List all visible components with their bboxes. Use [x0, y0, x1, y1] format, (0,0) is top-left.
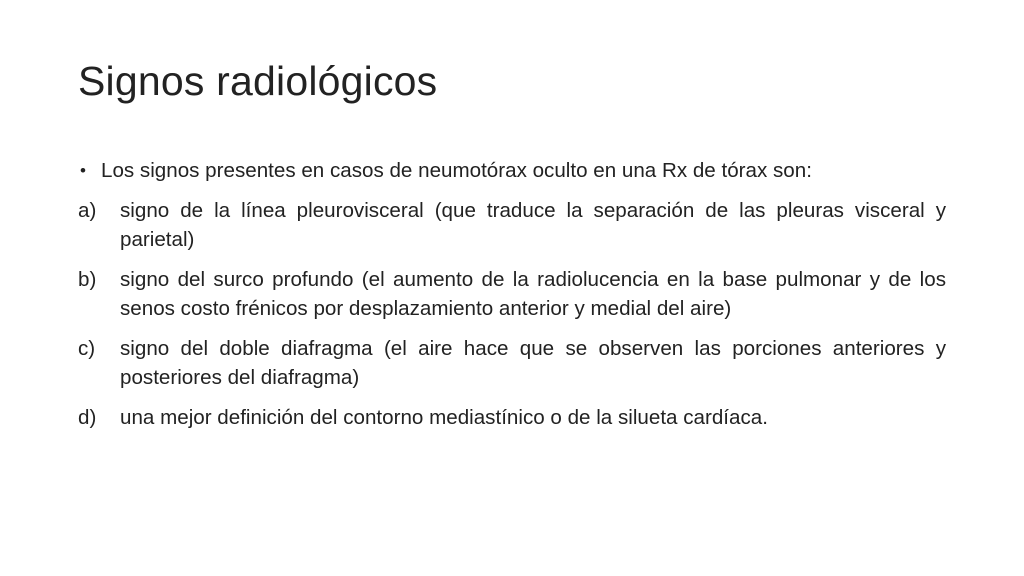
list-marker-c: c) [78, 337, 96, 360]
list-marker-d: d) [78, 406, 97, 429]
list-item-a [78, 196, 946, 254]
list-marker-b: b) [78, 268, 97, 291]
list-item-d [78, 403, 946, 432]
list-text-b: signo del surco profundo (el aumento de la radiolucencia en la base pulmonar y de los senos costo frénicos por desplazamiento anterior y medial del aire) [120, 268, 946, 320]
slide-title: Signos radiológicos [78, 58, 438, 104]
bullet-marker: • [80, 161, 86, 180]
list-text-a: signo de la línea pleurovisceral (que traduce la separación de las pleuras visceral y parietal) [120, 199, 946, 251]
intro-bullet [78, 156, 946, 185]
intro-text: Los signos presentes en casos de neumotórax oculto en una Rx de tórax son: [101, 159, 812, 182]
list-item-c [78, 334, 946, 392]
list-item-b [78, 265, 946, 323]
list-text-c: signo del doble diafragma (el aire hace que se observen las porciones anteriores y posteriores del diafragma) [120, 337, 946, 389]
list-marker-a: a) [78, 199, 97, 222]
slide-body [78, 156, 946, 443]
list-text-d: una mejor definición del contorno mediastínico o de la silueta cardíaca. [120, 406, 768, 429]
